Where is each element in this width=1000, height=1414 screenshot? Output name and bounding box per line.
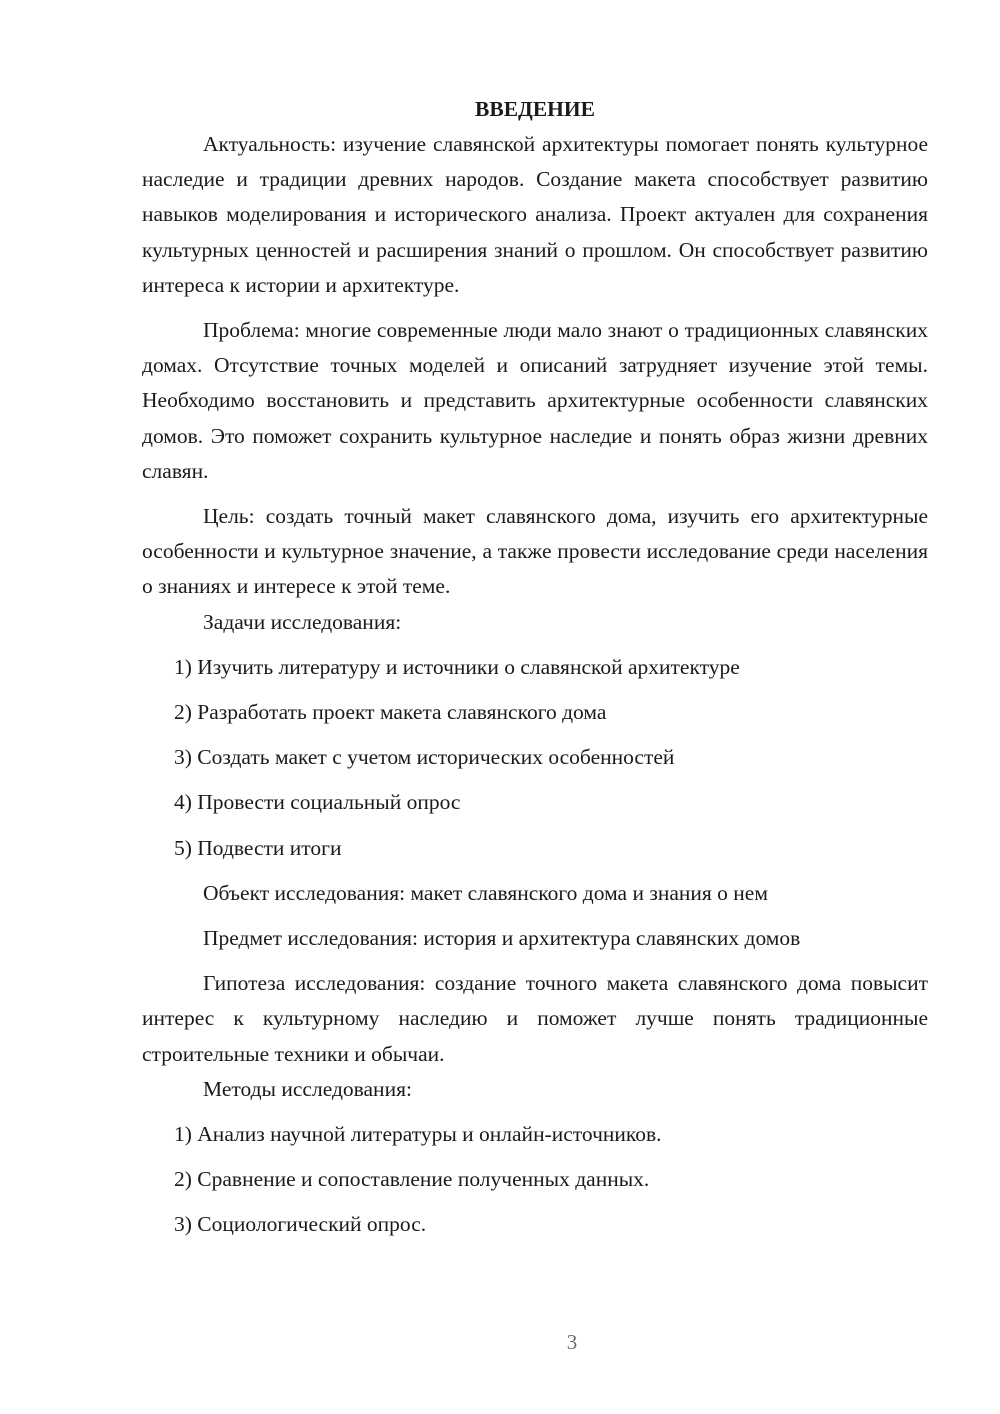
- object-line: Объект исследования: макет славянского дома и знания о нем: [203, 880, 768, 905]
- relevance-paragraph: Актуальность: изучение славянской архитектуры помогает понять культурное наследие и традиции древних народов. Создание макета способствует развитию навыков моделирования и исторического анализа. Проект актуален для сохранения культурных ценностей и расширения знаний о прошлом. Он способствует развитию интереса к истории и архитектуре.: [142, 132, 928, 297]
- methods-label: Методы исследования:: [203, 1076, 412, 1101]
- tasks-label: Задачи исследования:: [203, 609, 402, 634]
- task-item: 3) Создать макет с учетом исторических особенностей: [174, 745, 675, 770]
- task-item: 5) Подвести итоги: [174, 835, 342, 860]
- hypothesis-paragraph: Гипотеза исследования: создание точного макета славянского дома повысит интерес к культурному наследию и поможет лучше понять традиционные строительные техники и обычаи.: [142, 971, 928, 1066]
- method-item: 1) Анализ научной литературы и онлайн-источников.: [174, 1122, 662, 1147]
- task-item: 1) Изучить литературу и источники о славянской архитектуре: [174, 654, 740, 679]
- task-item: 2) Разработать проект макета славянского дома: [174, 700, 607, 725]
- goal-paragraph: Цель: создать точный макет славянского дома, изучить его архитектурные особенности и культурное значение, а также провести исследование среди населения о знаниях и интересе к этой теме.: [142, 504, 928, 599]
- page-number: 3: [566, 1330, 578, 1354]
- problem-paragraph: Проблема: многие современные люди мало знают о традиционных славянских домах. Отсутствие точных моделей и описаний затрудняет изучение этой темы. Необходимо восстановить и представить архитектурные особенности славянских домов. Это поможет сохранить культурное наследие и понять образ жизни древних славян.: [142, 318, 928, 483]
- subject-line: Предмет исследования: история и архитектура славянских домов: [203, 926, 801, 951]
- task-item: 4) Провести социальный опрос: [174, 790, 461, 815]
- page-title: ВВЕДЕНИЕ: [475, 97, 595, 121]
- method-item: 3) Социологический опрос.: [174, 1212, 427, 1237]
- document-page: [142, 92, 928, 1243]
- method-item: 2) Сравнение и сопоставление полученных данных.: [174, 1167, 650, 1192]
